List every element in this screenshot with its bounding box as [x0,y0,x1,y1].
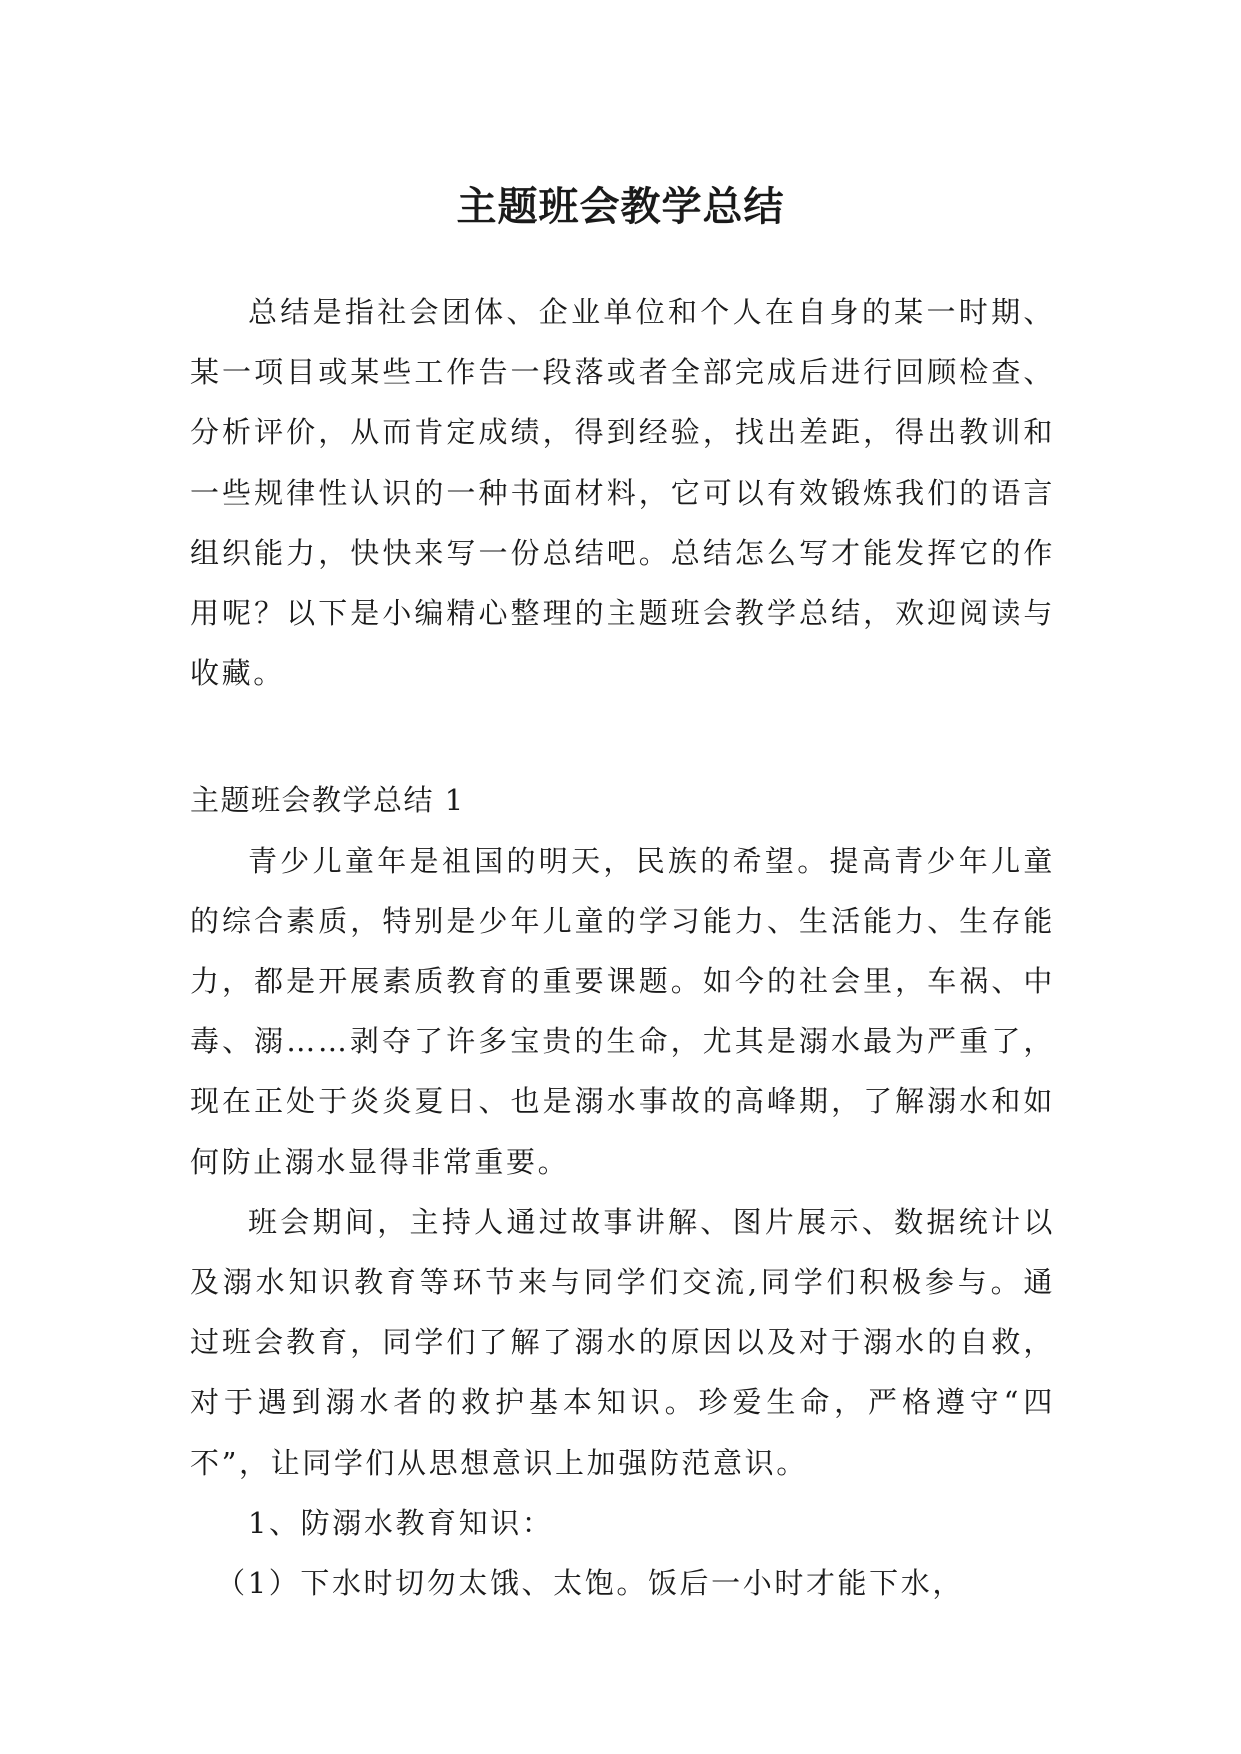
document-title: 主题班会教学总结 [456,182,785,230]
list-heading: 1、防溺水教育知识： [248,1505,554,1540]
section-paragraph-2: 班会期间，主持人通过故事讲解、图片展示、数据统计以及溺水知识教育等环节来与同学们交流,同学们积极参与。通过班会教育，同学们了解了溺水的原因以及对于溺水的自救，对于遇到溺水者的救护基本知识。珍爱生命，严格遵守“四不”，让同学们从思想意识上加强防范意识。 [190,1204,1055,1480]
section-heading: 主题班会教学总结 1 [190,783,465,818]
document-body [190,282,1055,1613]
section-spacer [190,703,1055,770]
list-item-1: （1）下水时切勿太饿、太饱。饭后一小时才能下水， [216,1566,964,1601]
intro-paragraph: 总结是指社会团体、企业单位和个人在自身的某一时期、某一项目或某些工作告一段落或者全部完成后进行回顾检查、分析评价，从而肯定成绩，得到经验，找出差距，得出教训和一些规律性认识的一种书面材料，它可以有效锻炼我们的语言组织能力，快快来写一份总结吧。总结怎么写才能发挥它的作用呢？以下是小编精心整理的主题班会教学总结，欢迎阅读与收藏。 [190,295,1055,691]
section-paragraph-1: 青少儿童年是祖国的明天，民族的希望。提高青少年儿童的综合素质，特别是少年儿童的学习能力、生活能力、生存能力，都是开展素质教育的重要课题。如今的社会里，车祸、中毒、溺……剥夺了许多宝贵的生命，尤其是溺水最为严重了，现在正处于炎炎夏日、也是溺水事故的高峰期，了解溺水和如何防止溺水显得非常重要。 [190,843,1055,1179]
